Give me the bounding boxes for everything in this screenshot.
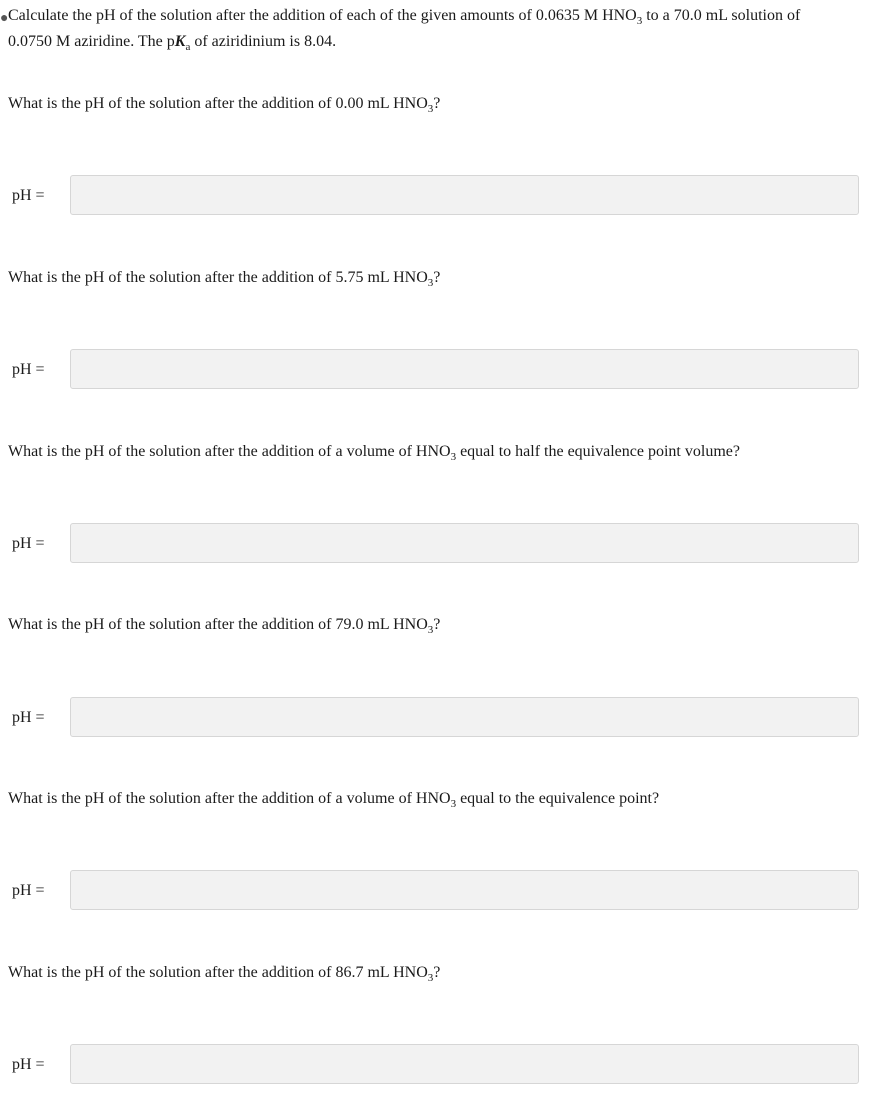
ph-input-1[interactable] — [70, 175, 859, 215]
question-text: What is the pH of the solution after the addition of 86.7 mL HNO — [8, 964, 428, 981]
question-subscript: 3 — [427, 624, 434, 636]
problem-statement — [0, 3, 860, 55]
question-text-end: ? — [433, 616, 441, 633]
question-subscript: 3 — [450, 451, 457, 463]
ph-label: pH = — [12, 187, 45, 204]
question-text-end: ? — [433, 269, 441, 286]
ph-input-3[interactable] — [70, 523, 859, 563]
ph-label: pH = — [12, 882, 45, 899]
answer-row-1 — [0, 175, 877, 215]
answer-row-4 — [0, 697, 877, 737]
question-text: What is the pH of the solution after the addition of a volume of HNO — [8, 790, 451, 807]
ph-label: pH = — [12, 535, 45, 552]
question-text: What is the pH of the solution after the addition of 0.00 mL HNO — [8, 95, 428, 112]
ph-input-4[interactable] — [70, 697, 859, 737]
intro-text-2: to a 70.0 mL solution of — [642, 7, 801, 24]
question-text-end: ? — [433, 964, 441, 981]
intro-text-3: 0.0750 M aziridine. The p — [8, 33, 175, 50]
question-text-end: ? — [433, 95, 441, 112]
answer-row-2 — [0, 349, 877, 389]
intro-k-symbol: K — [174, 33, 186, 50]
ph-input-5[interactable] — [70, 870, 859, 910]
intro-k-subscript: a — [185, 41, 191, 53]
question-3 — [8, 441, 740, 463]
ph-label: pH = — [12, 1056, 45, 1073]
question-2 — [8, 267, 440, 289]
question-text-end: equal to half the equivalence point volume? — [456, 443, 740, 460]
ph-label: pH = — [12, 361, 45, 378]
answer-row-6 — [0, 1044, 877, 1084]
intro-subscript-1: 3 — [636, 15, 643, 27]
question-text: What is the pH of the solution after the addition of 5.75 mL HNO — [8, 269, 428, 286]
question-subscript: 3 — [450, 798, 457, 810]
question-subscript: 3 — [427, 103, 434, 115]
question-4 — [8, 614, 440, 636]
question-text: What is the pH of the solution after the addition of 79.0 mL HNO — [8, 616, 428, 633]
intro-text-4: of aziridinium is 8.04. — [190, 33, 337, 50]
question-text: What is the pH of the solution after the addition of a volume of HNO — [8, 443, 451, 460]
answer-row-5 — [0, 870, 877, 910]
answer-row-3 — [0, 523, 877, 563]
question-subscript: 3 — [427, 277, 434, 289]
question-subscript: 3 — [427, 972, 434, 984]
ph-label: pH = — [12, 709, 45, 726]
question-text-end: equal to the equivalence point? — [456, 790, 660, 807]
question-1 — [8, 93, 440, 115]
bullet-icon: ● — [0, 11, 9, 26]
question-6 — [8, 962, 440, 984]
ph-input-2[interactable] — [70, 349, 859, 389]
ph-input-6[interactable] — [70, 1044, 859, 1084]
intro-text-1: Calculate the pH of the solution after the addition of each of the given amounts of 0.0635 M HNO — [8, 7, 637, 24]
question-5 — [8, 788, 659, 810]
